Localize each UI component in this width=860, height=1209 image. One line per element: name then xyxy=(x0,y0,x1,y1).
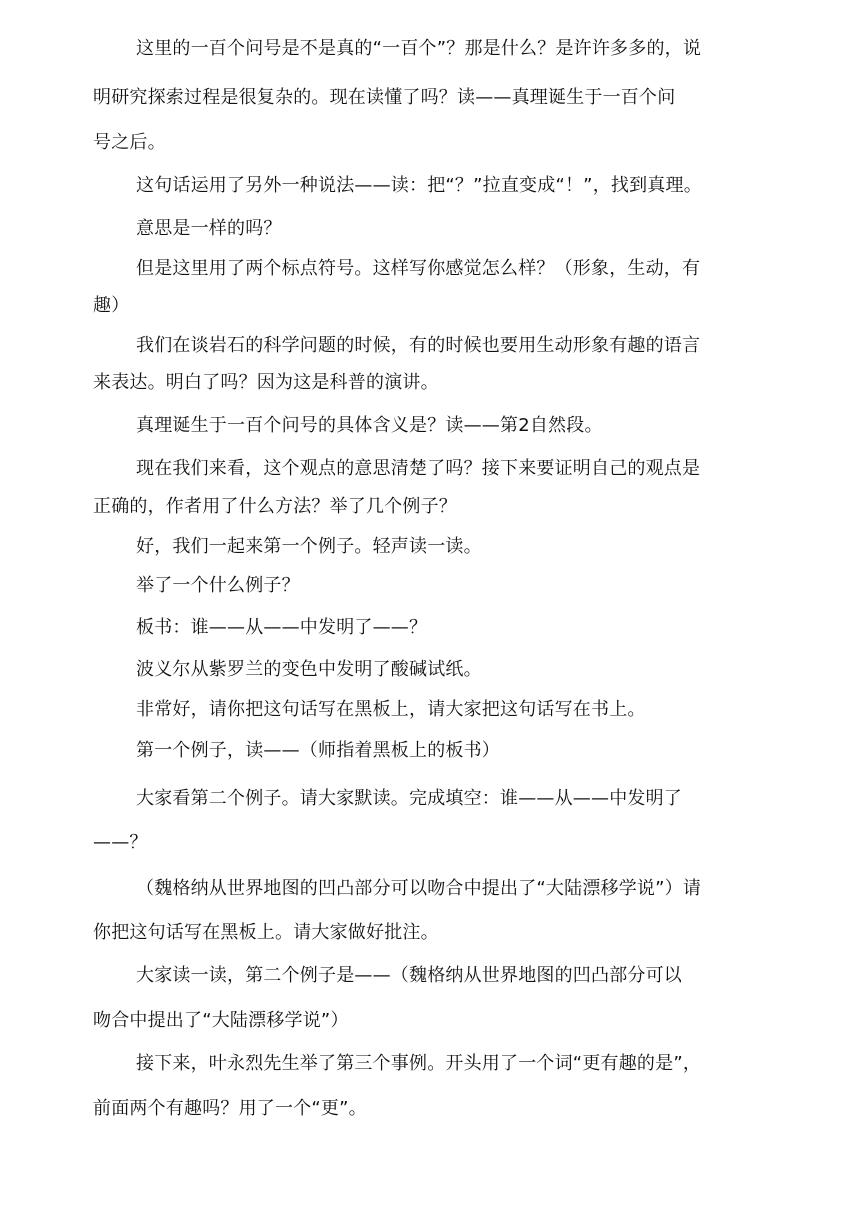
paragraph-line: （魏格纳从世界地图的凹凸部分可以吻合中提出了“大陆漂移学说”）请 xyxy=(136,878,702,899)
paragraph-line: 前面两个有趣吗？用了一个“更”。 xyxy=(93,1098,367,1119)
paragraph-line: 来表达。明白了吗？因为这是科普的演讲。 xyxy=(93,372,439,393)
paragraph-line: 波义尔从紫罗兰的变色中发明了酸碱试纸。 xyxy=(136,659,482,680)
paragraph-line: 这句话运用了另外一种说法——读：把“？”拉直变成“！”，找到真理。 xyxy=(136,175,702,196)
paragraph-line: ——？ xyxy=(93,832,148,853)
paragraph-line: 大家读一读，第二个例子是——（魏格纳从世界地图的凹凸部分可以 xyxy=(136,965,682,986)
paragraph-line: 明研究探索过程是很复杂的。现在读懂了吗？读——真理诞生于一百个问 xyxy=(93,87,676,108)
paragraph-line: 趣） xyxy=(93,295,130,316)
paragraph-line: 正确的，作者用了什么方法？举了几个例子？ xyxy=(93,496,457,517)
paragraph-line: 吻合中提出了“大陆漂移学说”） xyxy=(93,1010,349,1031)
paragraph-line: 意思是一样的吗？ xyxy=(136,218,282,239)
paragraph-line: 真理诞生于一百个问号的具体含义是？读——第2自然段。 xyxy=(136,415,603,436)
paragraph-line: 但是这里用了两个标点符号。这样写你感觉怎么样？（形象，生动，有 xyxy=(136,258,701,279)
paragraph-line: 大家看第二个例子。请大家默读。完成填空：谁——从——中发明了 xyxy=(136,788,682,809)
paragraph-line: 这里的一百个问号是不是真的“一百个”？那是什么？是许许多多的，说 xyxy=(136,38,702,59)
paragraph-line: 号之后。 xyxy=(93,132,166,153)
paragraph-line: 举了一个什么例子？ xyxy=(136,575,300,596)
paragraph-line: 现在我们来看，这个观点的意思清楚了吗？接下来要证明自己的观点是 xyxy=(136,458,701,479)
paragraph-line: 板书：谁——从——中发明了——？ xyxy=(136,617,428,638)
paragraph-line: 接下来，叶永烈先生举了第三个事例。开头用了一个词“更有趣的是”， xyxy=(136,1053,702,1074)
paragraph-line: 你把这句话写在黑板上。请大家做好批注。 xyxy=(93,922,439,943)
paragraph-line: 好，我们一起来第一个例子。轻声读一读。 xyxy=(136,536,482,557)
paragraph-line: 非常好，请你把这句话写在黑板上，请大家把这句话写在书上。 xyxy=(136,699,646,720)
paragraph-line: 我们在谈岩石的科学问题的时候，有的时候也要用生动形象有趣的语言 xyxy=(136,335,701,356)
paragraph-line: 第一个例子，读——（师指着黑板上的板书） xyxy=(136,740,500,761)
